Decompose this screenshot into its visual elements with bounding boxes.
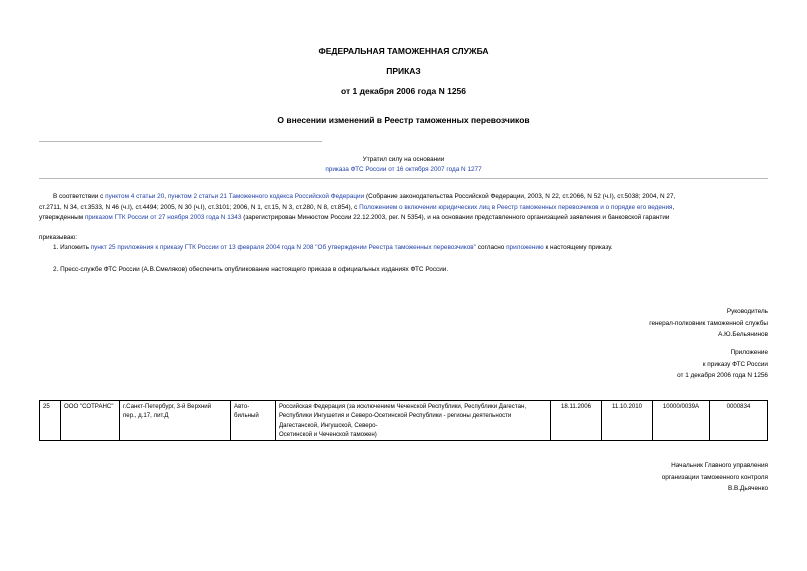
order-item-1 — [53, 243, 773, 254]
region-line-1: Российская Федерация (за исключением Чеченской Республики, Республики Дагестан, — [279, 403, 527, 410]
order-item-2: 2. Пресс-службе ФТС России (А.В.Смеляков) обеспечить опубликование настоящего приказа в официальных изданиях ФТС России. — [53, 266, 449, 273]
doc-date: от 1 декабря 2006 года N 1256 — [340, 86, 467, 96]
repeal-order-link[interactable]: приказа ФТС России от 16 октября 2007 года N 1277 — [325, 166, 482, 173]
body-text: к настоящему приказу. — [543, 244, 613, 251]
region-line-2: Республики Ингушетия и Северо-Осетинской Республики - регионы деятельности — [279, 412, 512, 420]
doc-subject: О внесении изменений в Реестр таможенных перевозчиков — [277, 115, 530, 125]
preamble-line — [39, 192, 779, 203]
document-link[interactable]: приказом ГТК России от 27 ноября 2003 года N 1343 — [84, 214, 242, 221]
body-text: (Собрание законодательства Российской Федерации, 2003, N 22, ст.2066, N 52 (ч.I), ст.5038; 2004, N 27, — [364, 193, 676, 200]
appendix-header — [677, 347, 768, 382]
body-text: , — [672, 203, 675, 211]
region-line-3: Дагестанской, Ингушской, Северо- — [279, 421, 378, 429]
appendix-ref: к приказу ФТС России — [702, 360, 768, 368]
address-line-1: г.Санкт-Петербург, 3-й Верхний — [123, 403, 212, 410]
cell-guarantee: 0000834 — [710, 401, 768, 441]
cell-transport-type — [231, 401, 276, 441]
table-row — [40, 401, 768, 441]
document-link[interactable]: пункт 25 приложения к приказу ГТК России от 13 февраля 2004 года N 208 "Об утверждении Реестра таможенных перевозчиков" — [90, 244, 476, 251]
body-text: 1. Изложить — [53, 244, 91, 251]
transport-line-1: Авто- — [234, 403, 250, 410]
document-link[interactable]: пунктом 4 статьи 20 — [105, 193, 165, 200]
body-text: В соответствии с — [53, 193, 106, 200]
repeal-notice-text: Утратил силу на основании — [362, 156, 445, 163]
preamble-paragraph — [39, 192, 779, 224]
divider-top — [39, 141, 322, 142]
divider-bottom — [39, 178, 768, 179]
preamble-line — [39, 213, 779, 224]
doc-type: ПРИКАЗ — [386, 66, 421, 76]
cell-registration-number: 10000/0039А — [653, 401, 710, 441]
signature-block-head — [649, 306, 768, 341]
cell-organization: ООО "СОТРАНС" — [61, 401, 120, 441]
body-text: , — [164, 193, 168, 200]
signature-rank: генерал-полковник таможенной службы — [649, 319, 768, 327]
body-text: утвержденным — [39, 214, 85, 221]
cell-date-expiry: 11.10.2010 — [602, 401, 653, 441]
prikazyvayu-label: приказываю: — [39, 234, 77, 241]
body-text: согласно — [475, 244, 507, 251]
signature2-dept: организации таможенного контроля — [661, 473, 768, 481]
signature2-title: Начальник Главного управления — [671, 462, 768, 469]
region-line-4: Осетинской и Чеченской таможен) — [279, 430, 377, 438]
signature2-name: В.В.Дьяченко — [727, 485, 768, 492]
carrier-register-table — [39, 400, 768, 441]
signature-block-dept — [662, 460, 768, 495]
cell-number: 25 — [40, 401, 61, 441]
cell-date-inclusion: 18.11.2006 — [551, 401, 602, 441]
appendix-label: Приложение — [730, 349, 768, 356]
body-text: ст.2711, N 34, ст.3533, N 46 (ч.I), ст.4494; 2005, N 30 (ч.I), ст.3101; 2006, N 1, ст.15, N 3, ст.280, N 8, ст.854), с — [39, 203, 360, 211]
document-link[interactable]: пунктом 2 статьи 21 Таможенного кодекса Российской Федерации — [167, 193, 365, 200]
preamble-line — [39, 203, 779, 214]
address-line-2: пер., д.17, лит.Д — [123, 412, 169, 420]
transport-line-2: бильный — [234, 412, 259, 420]
appendix-date: от 1 декабря 2006 года N 1256 — [677, 372, 768, 379]
agency-title: ФЕДЕРАЛЬНАЯ ТАМОЖЕННАЯ СЛУЖБА — [318, 46, 489, 56]
cell-region — [276, 401, 551, 441]
cell-address — [120, 401, 231, 441]
document-link[interactable]: приложению — [506, 244, 544, 251]
body-text: (зарегистрирован Минюстом России 22.12.2003, рег. N 5354), и на основании представленного организацией заявления и банковской гарантии — [241, 214, 670, 221]
signature-title: Руководитель — [726, 308, 768, 315]
signature-name: А.Ю.Бельянинов — [718, 331, 768, 338]
document-link[interactable]: Положением о включении юридических лиц в Реестр таможенных перевозчиков и о порядке его ведения — [359, 203, 673, 211]
